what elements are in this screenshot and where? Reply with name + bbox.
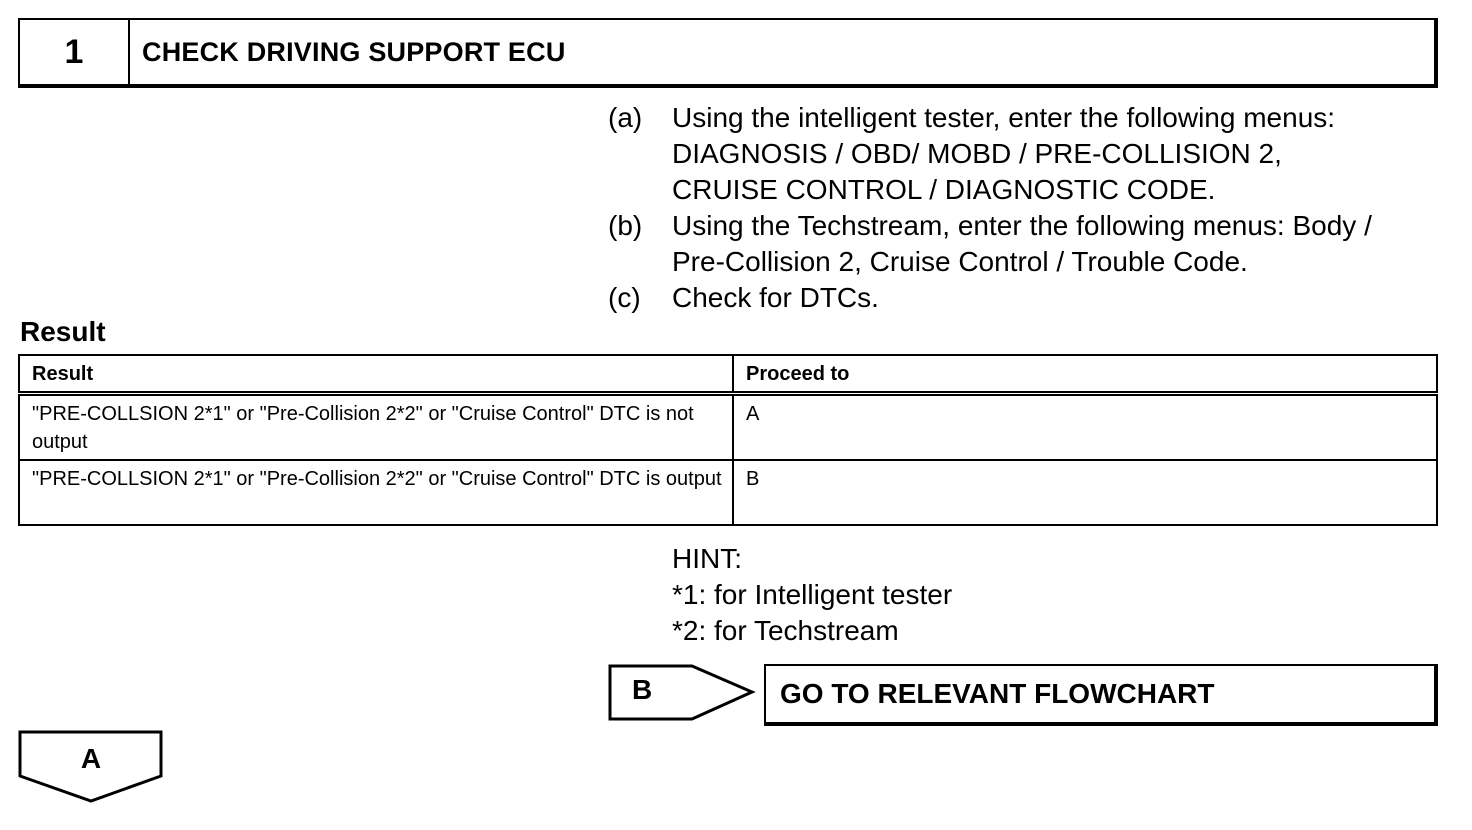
hint-note: *2: for Techstream bbox=[672, 615, 899, 646]
instruction-text: Using the intelligent tester, enter the following menus: DIAGNOSIS / OBD/ MOBD / PRE-COLLISION 2, CRUISE CONTROL / DIAGNOSTIC CODE. bbox=[672, 102, 1336, 205]
column-header-result: Result bbox=[19, 355, 733, 394]
result-cell: "PRE-COLLSION 2*1" or "Pre-Collision 2*2" or "Cruise Control" DTC is output bbox=[19, 460, 733, 525]
branch-a-label: A bbox=[80, 743, 102, 774]
hint-note: *1: for Intelligent tester bbox=[672, 579, 953, 610]
instruction-item bbox=[608, 208, 1448, 280]
step-header bbox=[18, 18, 1438, 88]
proceed-cell: B bbox=[733, 460, 1437, 525]
branch-a-arrow[interactable] bbox=[18, 730, 164, 804]
instruction-label: (c) bbox=[608, 282, 641, 313]
instruction-text: Using the Techstream, enter the following menus: Body / Pre-Collision 2, Cruise Control / Trouble Code. bbox=[672, 210, 1372, 277]
result-cell: "PRE-COLLSION 2*1" or "Pre-Collision 2*2" or "Cruise Control" DTC is not output bbox=[19, 394, 733, 461]
hint-block bbox=[672, 541, 952, 649]
branch-b-arrow[interactable] bbox=[608, 664, 758, 722]
proceed-cell: A bbox=[733, 394, 1437, 461]
table-row bbox=[19, 394, 1437, 461]
instruction-label: (a) bbox=[608, 102, 643, 133]
instruction-item bbox=[608, 100, 1448, 208]
result-heading: Result bbox=[20, 316, 106, 347]
table-header-row bbox=[19, 355, 1437, 394]
instruction-list bbox=[608, 100, 1448, 316]
right-arrow-icon bbox=[608, 664, 758, 722]
hint-title: HINT: bbox=[672, 543, 742, 574]
branch-b-label: B bbox=[632, 674, 653, 705]
instruction-text: Check for DTCs. bbox=[672, 282, 879, 313]
step-number: 1 bbox=[20, 20, 130, 84]
table-row bbox=[19, 460, 1437, 525]
goto-flowchart-box[interactable]: GO TO RELEVANT FLOWCHART bbox=[764, 664, 1438, 726]
step-title: CHECK DRIVING SUPPORT ECU bbox=[142, 36, 566, 67]
column-header-proceed: Proceed to bbox=[733, 355, 1437, 394]
instruction-label: (b) bbox=[608, 210, 643, 241]
result-table bbox=[18, 354, 1438, 526]
instruction-item bbox=[608, 280, 1448, 316]
